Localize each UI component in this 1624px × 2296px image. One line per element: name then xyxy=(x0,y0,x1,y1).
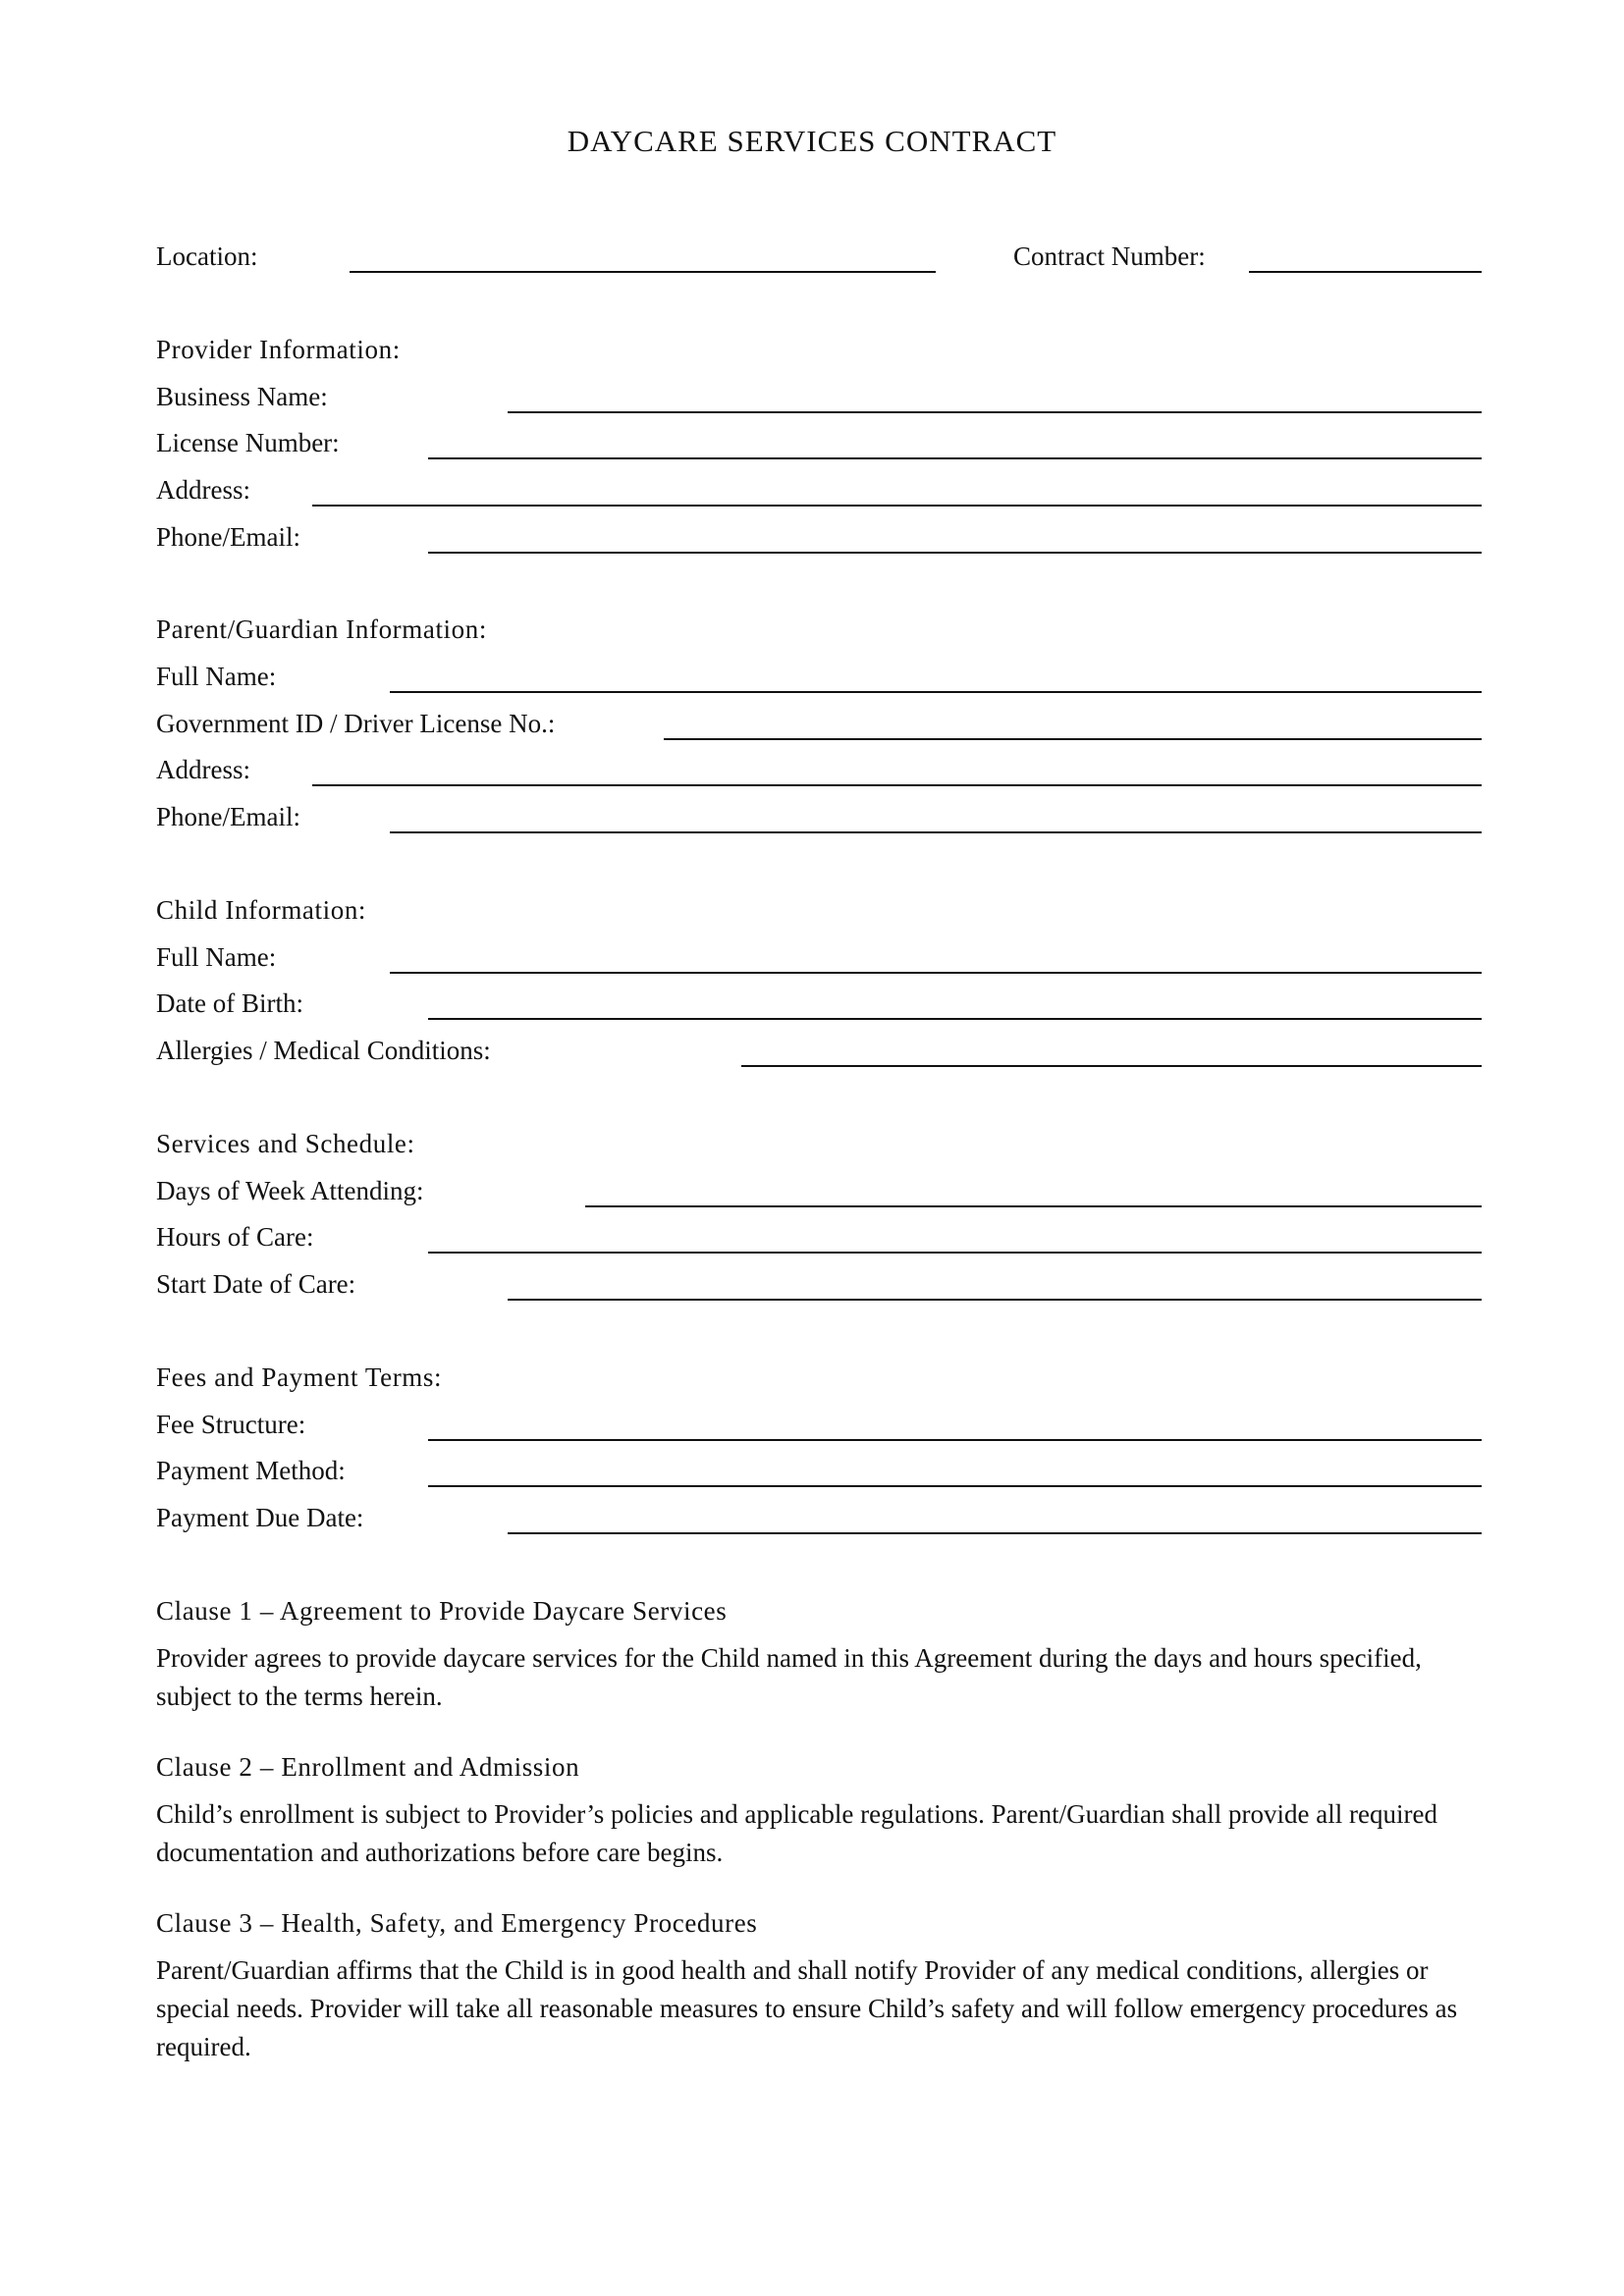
child-heading: Child Information: xyxy=(156,895,367,925)
contract-number-label: Contract Number: xyxy=(1013,241,1206,271)
parent-full-name-field[interactable] xyxy=(390,691,1482,693)
fees-payment-due-label: Payment Due Date: xyxy=(156,1503,364,1532)
fees-structure-label: Fee Structure: xyxy=(156,1410,306,1439)
location-field[interactable] xyxy=(350,271,936,273)
parent-government-id-label: Government ID / Driver License No.: xyxy=(156,709,556,738)
services-hours-label: Hours of Care: xyxy=(156,1222,314,1252)
parent-full-name-label: Full Name: xyxy=(156,662,277,691)
parent-phone-email-field[interactable] xyxy=(390,831,1482,833)
contract-number-field[interactable] xyxy=(1249,271,1482,273)
services-hours-field[interactable] xyxy=(428,1252,1482,1254)
parent-government-id-field[interactable] xyxy=(664,738,1482,740)
fees-heading: Fees and Payment Terms: xyxy=(156,1362,443,1392)
child-allergies-label: Allergies / Medical Conditions: xyxy=(156,1036,491,1065)
provider-phone-email-label: Phone/Email: xyxy=(156,522,300,552)
provider-license-field[interactable] xyxy=(428,457,1482,459)
location-label: Location: xyxy=(156,241,258,271)
parent-address-label: Address: xyxy=(156,755,250,784)
clause-2-title: Clause 2 – Enrollment and Admission xyxy=(156,1752,580,1782)
document-title: DAYCARE SERVICES CONTRACT xyxy=(567,124,1057,158)
clause-1-body: Provider agrees to provide daycare services for the Child named in this Agreement during the days and hours specified, subject to the terms herein. xyxy=(156,1643,1422,1711)
clause-2-body: Child’s enrollment is subject to Provider’s policies and applicable regulations. Parent/Guardian shall provide all required documentation and authorizations before care begins. xyxy=(156,1799,1437,1867)
fees-payment-method-label: Payment Method: xyxy=(156,1456,346,1485)
services-start-date-label: Start Date of Care: xyxy=(156,1269,356,1299)
services-heading: Services and Schedule: xyxy=(156,1129,415,1158)
provider-phone-email-field[interactable] xyxy=(428,552,1482,554)
provider-heading: Provider Information: xyxy=(156,335,401,364)
fees-payment-method-field[interactable] xyxy=(428,1485,1482,1487)
parent-address-field[interactable] xyxy=(312,784,1482,786)
child-full-name-label: Full Name: xyxy=(156,942,277,972)
services-days-field[interactable] xyxy=(585,1205,1482,1207)
provider-address-field[interactable] xyxy=(312,505,1482,507)
parent-phone-email-label: Phone/Email: xyxy=(156,802,300,831)
provider-license-label: License Number: xyxy=(156,428,340,457)
services-days-label: Days of Week Attending: xyxy=(156,1176,424,1205)
provider-business-name-label: Business Name: xyxy=(156,382,328,411)
child-dob-field[interactable] xyxy=(428,1018,1482,1020)
provider-business-name-field[interactable] xyxy=(508,411,1482,413)
fees-payment-due-field[interactable] xyxy=(508,1532,1482,1534)
clause-3-title: Clause 3 – Health, Safety, and Emergency Procedures xyxy=(156,1908,758,1938)
child-full-name-field[interactable] xyxy=(390,972,1482,974)
child-allergies-field[interactable] xyxy=(741,1065,1482,1067)
provider-address-label: Address: xyxy=(156,475,250,505)
fees-structure-field[interactable] xyxy=(428,1439,1482,1441)
services-start-date-field[interactable] xyxy=(508,1299,1482,1301)
clause-3-body: Parent/Guardian affirms that the Child is in good health and shall notify Provider of any medical conditions, allergies or special needs. Provider will take all reasonable measures to ensure Child’s safety and will follow emergency procedures as required. xyxy=(156,1955,1458,2061)
parent-heading: Parent/Guardian Information: xyxy=(156,614,487,644)
child-dob-label: Date of Birth: xyxy=(156,988,303,1018)
clause-1-title: Clause 1 – Agreement to Provide Daycare Services xyxy=(156,1596,728,1626)
